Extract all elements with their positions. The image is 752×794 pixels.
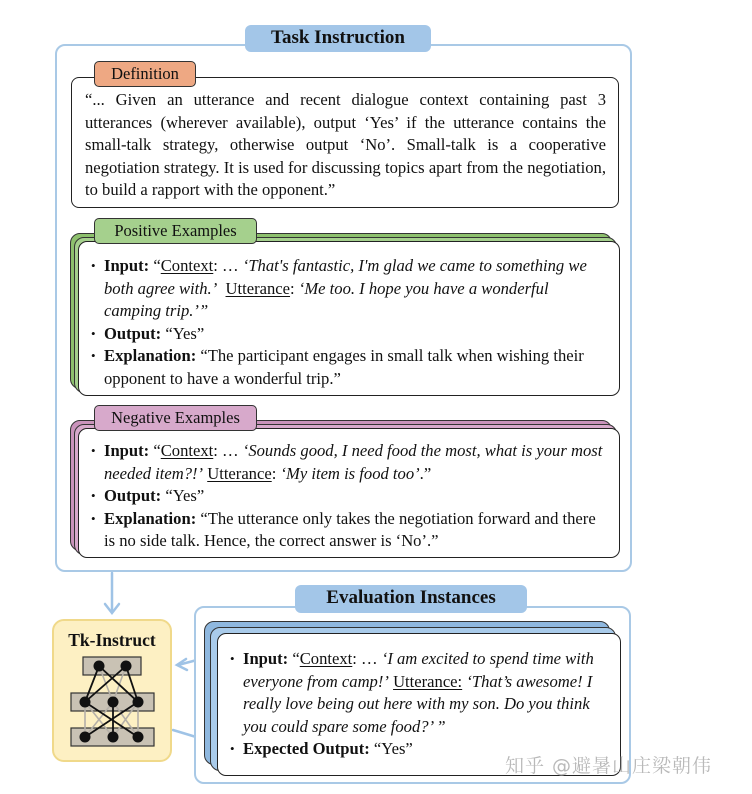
utterance-label: Utterance — [207, 463, 272, 483]
positive-input-item: • Input: “Context: … ‘That's fantastic, I'm glad we came to something we both agree with.’ Utterance: ‘Me too. I hope you have a wonderful camping trip.’” — [89, 255, 609, 323]
negative-examples-tag: Negative Examples — [94, 405, 257, 431]
negative-input-item: • Input: “Context: … ‘Sounds good, I need food the most, what is your most needed item?!’ Utterance: ‘My item is food too’.” — [89, 440, 609, 485]
context-label: Context — [160, 441, 214, 460]
evaluation-instances-title: Evaluation Instances — [295, 585, 527, 613]
watermark: 知乎 @避暑山庄梁朝伟 — [505, 755, 713, 777]
negative-output-item: • Output: “Yes” — [89, 485, 609, 508]
context-label: Context — [299, 649, 353, 668]
definition-tag: Definition — [94, 61, 196, 87]
positive-explanation-item: • Explanation: “The participant engages in small talk when wishing their opponent to have a wonderful trip.” — [89, 345, 609, 390]
model-title: Tk-Instruct — [68, 630, 156, 650]
positive-examples-tag: Positive Examples — [94, 218, 257, 244]
eval-input-item: • Input: “Context: … ‘I am excited to spend time with everyone from camp!’ Utterance: ‘That’s awesome! I really love being out here with my son. Do you think you could spare some food?’ ” — [228, 648, 612, 738]
context-label: Context — [160, 256, 214, 275]
eval-expected-output-item: • Expected Output: “Yes” — [228, 738, 612, 761]
negative-explanation-item: • Explanation: “The utterance only takes the negotiation forward and there is no side talk. Hence, the correct answer is ‘No’.” — [89, 508, 609, 553]
utterance-label: Utterance: — [393, 671, 463, 691]
positive-output-item: • Output: “Yes” — [89, 323, 609, 346]
utterance-label: Utterance — [225, 278, 291, 298]
definition-text: “... Given an utterance and recent dialogue context containing past 3 utterances (wherever available), output ‘Yes’ if the utterance contains the small-talk strategy, otherwise output ‘No’. Small-talk is a cooperative negotiation strategy. It is used for discussing topics apart from the negotiation, to build a rapport with the opponent.” — [85, 90, 606, 200]
neural-network-icon — [66, 655, 160, 751]
task-instruction-title: Task Instruction — [245, 25, 431, 52]
